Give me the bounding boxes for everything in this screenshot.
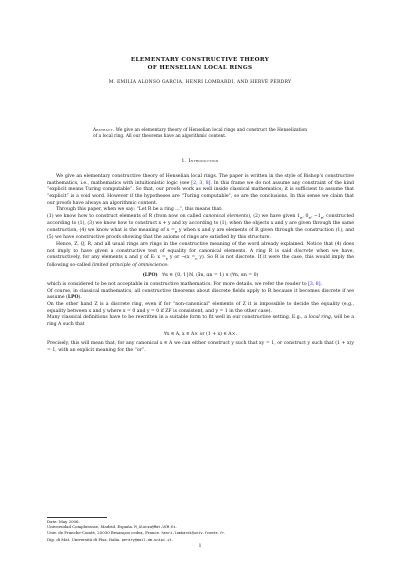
footnote-address-3 [47,537,354,543]
paragraph-4 [47,282,354,289]
abstract-label: Abstract. [93,128,115,133]
emphasis: local ring [308,315,331,321]
lpo-label: (LPO) [142,272,158,278]
text-run: Hence, Z, Q, R, and all usual rings are rings in the constructive meaning of the word already explained. Notice that (4) does not imply to have given a constructive test of equality for canonical elements. A ring R is said [47,242,354,254]
text-run: . In this frame we do not assume any constraint of the kind “explicit means Turing computable”. So that, our proofs work as well inside classical mathematics; it is sufficient to assume that “explicit” is a void word. However if the hypotheses are “Turing computable”, so are the conclusions. In this sense we claim that our proofs have always an algorithmic content. [47,180,354,206]
email-link[interactable]: henri.lombardi@univ-fcomte.fr [161,531,225,536]
subscript: R [174,229,178,234]
text-run: . [320,282,322,288]
abstract-text: We give an elementary theory of Henselian local rings and construct the Henselization of a local ring. All our theorems have an algorithmic content. [93,128,307,140]
text-run: Of course, in classical mathematics, all constructive theorems about discrete fields apply to R because it becomes discrete if we assume ( [47,288,354,301]
text-run: , will be a ring A such that [47,315,355,327]
emphasis: discrete [294,248,314,254]
body-text [47,174,354,354]
paragraph-7 [47,315,354,328]
bold-text: LPO [67,295,79,301]
text-run: when we have, constructively, for any elements x and y of E: x = [47,248,354,261]
text-run: : [167,262,169,268]
text-run: , constructed according to (1), (3) we know how to construct x + y and xy according to (1), when the objects x and y are given through the same construction, (4) we know what is the meaning of x = [47,213,354,233]
title-line-1: ELEMENTARY CONSTRUCTIVE THEORY [130,57,270,63]
email-link[interactable]: M_Alonso@Mat.UCM.Es [134,525,176,530]
citation-link[interactable]: [2, 3, 8] [191,180,211,186]
paragraph-2 [47,207,354,214]
section-heading: 1. Introduction [181,159,219,164]
text-run: ). [78,295,82,301]
text-run: . [224,530,226,536]
paragraph-5 [47,289,354,302]
emphasis: canonical elements [202,213,249,219]
text-run: y). So R is not discrete. If it were the case, this would imply the following so-called [47,255,354,268]
text-run: . [175,524,177,530]
emphasis: limited principle of omniscience [92,262,168,268]
paragraph-8: Precisely, this will mean that, for any canonical x ∈ A we can either construct y such that xy = 1, or construct y such that (1 + x)y = 1, with an explicit meaning for the “or”. [47,341,354,353]
text-run: . [171,536,173,542]
paper-title [0,56,400,73]
subscript: R [308,215,311,220]
text-run: y or ¬(x = [167,255,196,261]
text-run: y when x and y are elements of R given through the construction (1), and (5) we have constructive proofs showing that the axioms of rings are satisfied by this structure. [47,227,354,241]
text-run: Univ. de Franche-Comté, 25030 Besançon cedex, France. [47,530,162,536]
lpo-formula: ∀α ∈ {0, 1}ℕ, (∃n, αn = 1) ∨ (∀n, αn = 0) [162,272,259,278]
title-line-2: OF HENSELIAN LOCAL RINGS [147,65,253,72]
subscript: R [320,215,323,220]
page-number: 1 [198,544,202,549]
subscript: R [300,215,303,220]
citation-link[interactable]: [3, 8] [308,282,321,288]
text-run: Many classical definitions have to be rewritten in a suitable form to fit well in our constructive setting. E.g., a [47,315,309,321]
text-run: Universidad Complutense, Madrid, España. [47,524,135,530]
author-list: M. EMILIA ALONSO GARCIA, HENRI LOMBARDI, AND HERVÉ PERDRY [108,80,292,85]
paragraph-1 [47,174,354,207]
footnote-divider [47,517,107,518]
footnotes [47,519,354,543]
text-run: Dip. di Mat. Università di Pisa. Italia. [47,536,122,542]
subscript: E [195,257,198,262]
abstract [93,128,307,140]
footnote-date: Date: May 2006. [47,519,80,524]
paragraph-3 [47,242,354,269]
text-run: (1) we know how to construct elements of R (from now on called [47,213,203,219]
subscript: E [165,257,168,262]
email-link[interactable]: perdry@mail.dm.unipi.it [121,537,172,542]
text-run: ), (2) we have given 1 [248,213,301,219]
paragraph-6: On the other hand Z is a discrete ring, even if for “non-canonical” elements of Z it is impossible to decide the equality (e.g., equality between x and y where x = 0 and y = 0 if ZF is consistent, and y = 1 in the other case). [47,302,354,314]
local-ring-equation: ∀x ∈ A, x ∈ A× or (1 + x) ∈ A×. [164,331,237,337]
text-run: which is considered to be not acceptable in constructive mathematics. For more details, we refer the reader to [47,282,309,288]
paragraph-2-list: (1) we know how to construct elements of R (from now on called canonical elements), (2) we have given $1_R$, $0_R$, $-1_R$, constructed according to (1), (3) we know how to construct x + y and xy according to (1), when the objects x and y are given through the same construction, (4) we know what is the meaning of $x =_R$ y when x and y are elements of R given through the construction (1), and (5) we have constructive proofs showing that the axioms of rings are satisfied by this structure. [47,213,354,241]
text-run: We give an elementary constructive theory of Henselian local rings. The paper is written in the style of Bishop’s constructive mathematics, i.e., mathematics with intuitionistic logic (see [47,174,354,186]
lpo-equation [47,273,354,280]
text-run: Through this paper, when we say: “Let R be a ring ...”, this means that: [56,207,223,213]
